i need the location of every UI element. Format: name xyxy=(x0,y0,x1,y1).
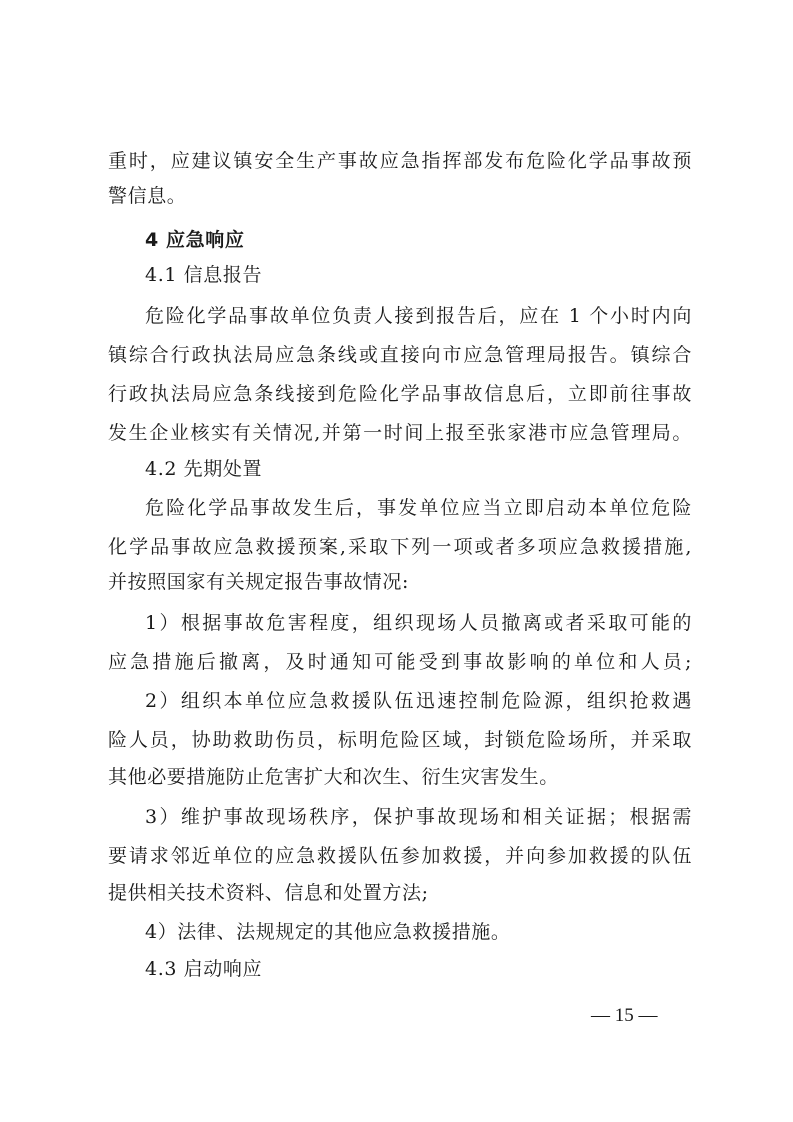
list-item-first-line: 2）组织本单位应急救援队伍迅速控制危险源，组织抢救遇 xyxy=(145,690,692,712)
list-item-first-line: 4）法律、法规规定的其他应急救援措施。 xyxy=(145,921,511,943)
body-text-line: 行政执法局应急条线接到危险化学品事故信息后，立即前往事故 xyxy=(108,383,692,405)
body-text-line: 警信息。 xyxy=(108,185,187,207)
subsection-heading: 4.3 启动响应 xyxy=(145,958,263,980)
body-text-line: 应急措施后撤离，及时通知可能受到事故影响的单位和人员; xyxy=(108,651,692,673)
body-text-line: 其他必要措施防止危害扩大和次生、衍生灾害发生。 xyxy=(108,766,559,788)
list-item-first-line: 3）维护事故现场秩序，保护事故现场和相关证据；根据需 xyxy=(145,806,692,828)
section-heading: 4 应急响应 xyxy=(145,229,245,251)
body-text-line: 镇综合行政执法局应急条线或直接向市应急管理局报告。镇综合 xyxy=(108,344,692,366)
body-text-line: 发生企业核实有关情况,并第一时间上报至张家港市应急管理局。 xyxy=(108,422,692,444)
body-text-line: 化学品事故应急救援预案,采取下列一项或者多项应急救援措施, xyxy=(108,536,692,558)
body-text-line: 提供相关技术资料、信息和处置方法; xyxy=(108,882,429,904)
paragraph-first-line: 危险化学品事故发生后，事发单位应当立即启动本单位危险 xyxy=(145,497,692,519)
list-item-first-line: 1）根据事故危害程度，组织现场人员撤离或者采取可能的 xyxy=(145,612,692,634)
body-text-line: 要请求邻近单位的应急救援队伍参加救援，并向参加救援的队伍 xyxy=(108,845,692,867)
paragraph-first-line: 危险化学品事故单位负责人接到报告后，应在 1 个小时内向 xyxy=(145,305,692,327)
page-number: — 15 — xyxy=(591,1005,658,1026)
body-text-line: 险人员，协助救助伤员，标明危险区域，封锁危险场所，并采取 xyxy=(108,729,692,751)
subsection-heading: 4.1 信息报告 xyxy=(145,264,263,286)
subsection-heading: 4.2 先期处置 xyxy=(145,458,263,480)
body-text-line: 并按照国家有关规定报告事故情况: xyxy=(108,571,410,593)
body-text-line: 重时，应建议镇安全生产事故应急指挥部发布危险化学品事故预 xyxy=(108,150,692,172)
